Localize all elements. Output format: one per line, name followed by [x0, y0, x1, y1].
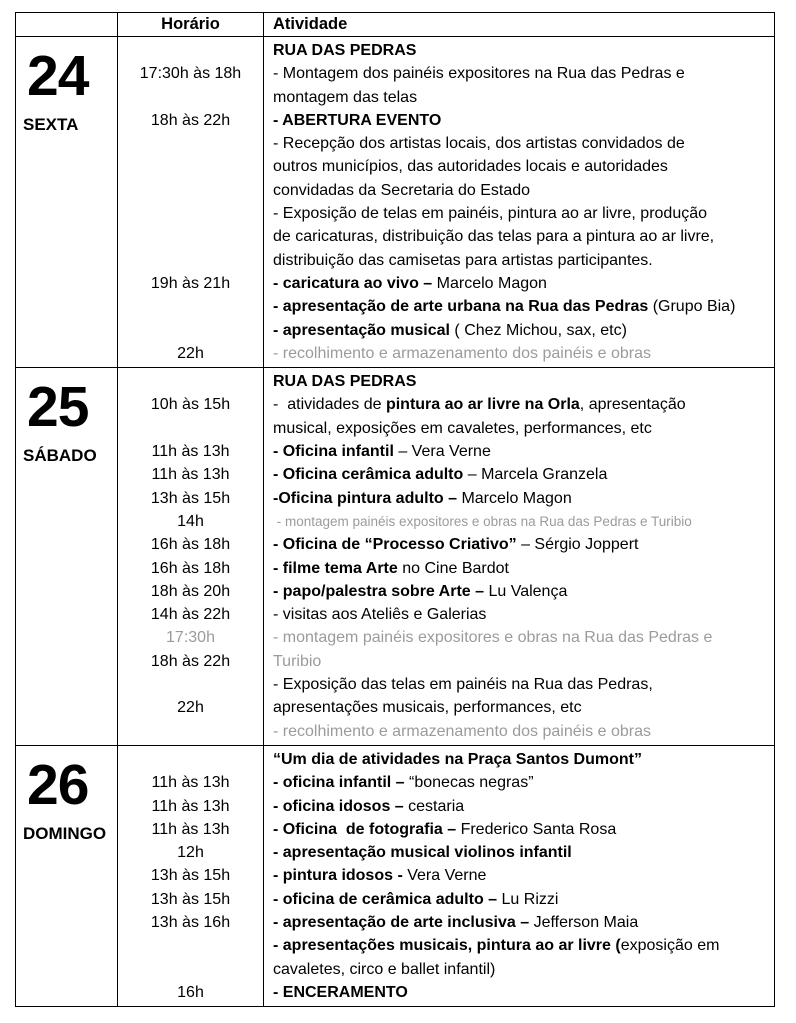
activity-text: -Oficina pintura adulto –	[273, 489, 462, 507]
activity-line	[273, 510, 774, 533]
time-line	[118, 86, 263, 109]
time-line: 11h às 13h	[151, 774, 230, 792]
activity-line	[273, 557, 774, 580]
activity-line	[273, 580, 774, 603]
activity-text: - Oficina infantil	[273, 443, 394, 461]
activity-line	[273, 319, 774, 342]
activity-text: - caricatura ao vivo –	[273, 274, 437, 292]
activity-text: - visitas aos Ateliês e Galerias	[273, 606, 487, 624]
activity-text: - papo/palestra sobre Arte –	[273, 582, 489, 600]
activity-line	[273, 39, 774, 62]
day-number: 26	[27, 752, 89, 817]
time-line	[118, 673, 263, 696]
activity-text: RUA DAS PEDRAS	[273, 373, 417, 391]
time-line: 13h às 15h	[150, 890, 231, 908]
activity-text: – Sérgio Joppert	[516, 536, 639, 554]
activity-line	[273, 109, 774, 132]
time-line	[118, 720, 263, 743]
activity-line	[273, 841, 774, 864]
activity-cell	[264, 368, 774, 745]
activity-line	[273, 272, 774, 295]
time-line	[118, 249, 263, 272]
time-line: 22h	[177, 344, 204, 362]
activity-text: - apresentação musical	[273, 321, 455, 339]
activity-text: - apresentações musicais, pintura ao ar livre (	[273, 937, 621, 955]
activity-line	[273, 888, 774, 911]
time-line: 11h às 13h	[151, 466, 230, 484]
activity-line	[273, 696, 774, 719]
activity-text: - oficina infantil –	[273, 774, 410, 792]
day-section	[16, 368, 774, 746]
activity-line	[273, 934, 774, 957]
activity-text: Marcelo Magon	[436, 274, 547, 292]
activity-text: Lu Valença	[488, 582, 568, 600]
activity-line	[273, 748, 774, 771]
activity-text: - apresentação musical violinos infantil	[273, 844, 572, 862]
time-line: 17:30h às 18h	[139, 65, 242, 83]
activity-line	[273, 981, 774, 1004]
time-line	[118, 417, 263, 440]
day-number: 24	[27, 44, 89, 108]
activity-text: “bonecas negras”	[409, 774, 534, 792]
activity-line	[273, 249, 774, 272]
activity-line	[273, 463, 774, 486]
activity-line	[273, 958, 774, 981]
activity-cell	[264, 746, 774, 1006]
activity-text: - Montagem dos painéis expositores na Rua das Pedras e	[273, 65, 685, 83]
activity-line	[273, 440, 774, 463]
time-line: 16h às 18h	[150, 536, 231, 554]
time-line: 11h às 13h	[151, 820, 230, 838]
activity-line	[273, 673, 774, 696]
activity-text: Lu Rizzi	[501, 890, 559, 908]
day-name: SEXTA	[23, 115, 79, 135]
time-line	[118, 39, 263, 62]
time-cell	[118, 368, 264, 745]
day-number: 25	[27, 375, 89, 440]
activity-line	[273, 202, 774, 225]
activity-line	[273, 155, 774, 178]
day-cell	[16, 746, 118, 1006]
activity-text: - ABERTURA EVENTO	[273, 111, 442, 129]
activity-line	[273, 370, 774, 393]
time-line	[118, 295, 263, 318]
time-line: 17:30h	[166, 629, 215, 647]
activity-text: de caricaturas, distribuição das telas para a pintura ao ar livre,	[273, 228, 715, 246]
activity-text: exposição em	[620, 937, 720, 955]
day-name: SÁBADO	[23, 446, 97, 466]
time-line: 14h	[177, 512, 204, 530]
activity-line	[273, 795, 774, 818]
activity-text: - apresentação de arte urbana na Rua das Pedras	[273, 298, 653, 316]
activity-line	[273, 487, 774, 510]
activity-text: - montagem painéis expositores e obras na Rua das Pedras e Turibio	[273, 513, 692, 529]
activity-text: cestaria	[408, 797, 465, 815]
time-line: 18h às 22h	[150, 111, 231, 129]
day-cell	[16, 37, 118, 367]
time-line	[118, 370, 263, 393]
activity-text: musical, exposições em cavaletes, performances, etc	[273, 419, 652, 437]
activity-text: ( Chez Michou, sax, etc)	[454, 321, 627, 339]
activity-text: Jefferson Maia	[533, 913, 639, 931]
activity-text: - recolhimento e armazenamento dos painéis e obras	[273, 344, 651, 362]
activity-text: - apresentação de arte inclusiva –	[273, 913, 534, 931]
activity-line	[273, 342, 774, 365]
activity-text: RUA DAS PEDRAS	[273, 42, 417, 59]
activity-line	[273, 62, 774, 85]
table-body	[16, 37, 774, 1006]
header-atividade: Atividade	[273, 15, 348, 33]
activity-text: , apresentação	[579, 396, 686, 414]
time-line: 12h	[177, 844, 204, 862]
activity-line	[273, 626, 774, 649]
day-section	[16, 746, 774, 1006]
time-line: 10h às 15h	[150, 396, 231, 414]
time-line	[118, 179, 263, 202]
time-line	[118, 225, 263, 248]
activity-line	[273, 179, 774, 202]
activity-text: Marcelo Magon	[461, 489, 572, 507]
activity-text: – Vera Verne	[393, 443, 491, 461]
activity-text: - pintura idosos -	[273, 867, 408, 885]
activity-text: “Um dia de atividades na Praça Santos Dumont”	[273, 750, 642, 768]
time-line	[118, 202, 263, 225]
activity-text: - ENCERAMENTO	[273, 983, 408, 1001]
activity-line	[273, 720, 774, 743]
time-line: 18h às 20h	[150, 582, 231, 600]
table-header-row	[16, 13, 774, 37]
activity-line	[273, 771, 774, 794]
activity-text: Vera Verne	[407, 867, 487, 885]
activity-text: Frederico Santa Rosa	[460, 820, 617, 838]
activity-line	[273, 393, 774, 416]
activity-line	[273, 533, 774, 556]
header-day-cell	[16, 13, 118, 36]
time-line: 16h	[177, 983, 204, 1001]
activity-text: cavaletes, circo e ballet infantil)	[273, 960, 496, 978]
activity-text: - Exposição das telas em painéis na Rua das Pedras,	[273, 676, 653, 694]
time-line: 18h às 22h	[150, 652, 231, 670]
day-cell	[16, 368, 118, 745]
activity-text: outros municípios, das autoridades locais e autoridades	[273, 158, 668, 176]
activity-text: montagem das telas	[273, 88, 418, 106]
activity-text: pintura ao ar livre na Orla	[385, 396, 580, 414]
activity-text: - filme tema Arte	[273, 559, 398, 577]
time-line: 16h às 18h	[150, 559, 231, 577]
activity-line	[273, 603, 774, 626]
time-line: 13h às 15h	[150, 489, 231, 507]
activity-text: apresentações musicais, performances, etc	[273, 699, 582, 717]
header-horario: Horário	[118, 13, 264, 36]
activity-line	[273, 818, 774, 841]
activity-line	[273, 86, 774, 109]
activity-line	[273, 225, 774, 248]
activity-line	[273, 911, 774, 934]
activity-text: - montagem painéis expositores e obras na Rua das Pedras e	[273, 629, 713, 647]
activity-text: - oficina idosos –	[273, 797, 409, 815]
time-cell	[118, 37, 264, 367]
time-line: 13h às 16h	[150, 913, 231, 931]
day-section	[16, 37, 774, 368]
time-line	[118, 319, 263, 342]
time-line: 13h às 15h	[150, 867, 231, 885]
activity-text: - Exposição de telas em painéis, pintura ao ar livre, produção	[273, 205, 708, 223]
activity-text: - Oficina de “Processo Criativo”	[273, 536, 517, 554]
activity-text: (Grupo Bia)	[652, 298, 736, 316]
time-line	[118, 748, 263, 771]
activity-line	[273, 132, 774, 155]
activity-text: Turibio	[273, 652, 322, 670]
day-name: DOMINGO	[23, 824, 107, 844]
time-line: 14h às 22h	[150, 606, 231, 624]
time-cell	[118, 746, 264, 1006]
activity-line	[273, 417, 774, 440]
activity-line	[273, 864, 774, 887]
activity-line	[273, 295, 774, 318]
activity-cell	[264, 37, 774, 367]
activity-text: - oficina de cerâmica adulto –	[273, 890, 502, 908]
activity-text: - Recepção dos artistas locais, dos artistas convidados de	[273, 135, 685, 153]
activity-text: no Cine Bardot	[397, 559, 509, 577]
activity-line	[273, 650, 774, 673]
activity-text: - atividades de	[273, 396, 386, 414]
activity-text: - Oficina cerâmica adulto	[273, 466, 464, 484]
time-line	[118, 132, 263, 155]
time-line: 19h às 21h	[150, 274, 231, 292]
time-line: 11h às 13h	[151, 797, 230, 815]
time-line: 22h	[177, 699, 204, 717]
activity-text: – Marcela Granzela	[463, 466, 608, 484]
activity-text: convidadas da Secretaria do Estado	[273, 181, 531, 199]
activity-text: distribuição das camisetas para artistas participantes.	[273, 251, 653, 269]
activity-text: - Oficina de fotografia –	[273, 820, 461, 838]
time-line: 11h às 13h	[151, 443, 230, 461]
time-line	[118, 155, 263, 178]
time-line	[118, 958, 263, 981]
time-line	[118, 934, 263, 957]
event-schedule-table	[15, 12, 775, 1007]
activity-text: - recolhimento e armazenamento dos painéis e obras	[273, 722, 651, 740]
